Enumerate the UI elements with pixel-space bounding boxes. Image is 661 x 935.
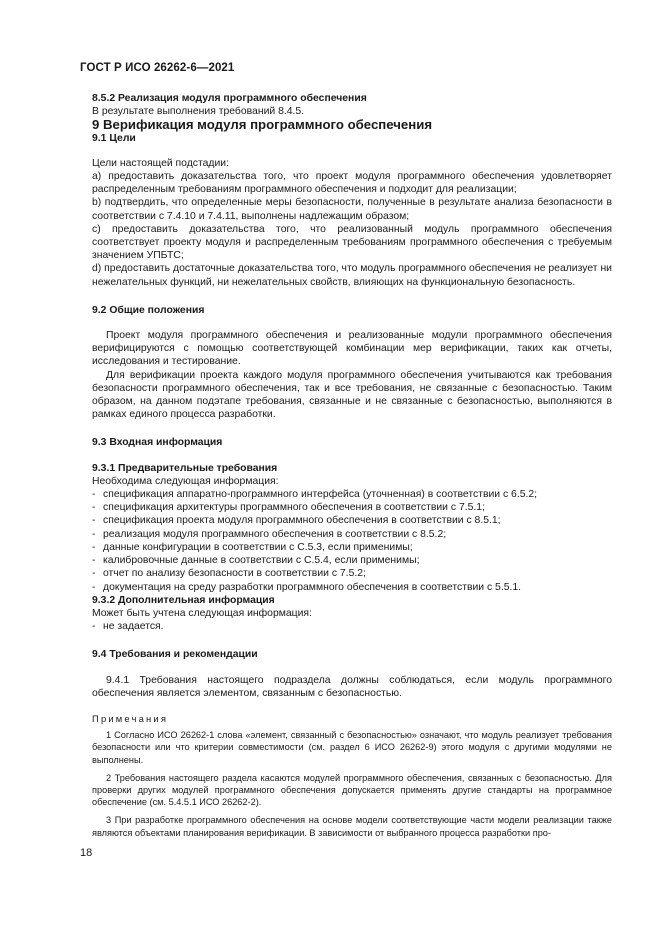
section-9-4-title: 9.4 Требования и рекомендации bbox=[92, 649, 258, 661]
note-2: 2 Требования настоящего раздела касаются модулей программного обеспечения, связанных с безопасностью. Для проверки других модулей программного обеспечения допускается применять другие стандарты на программное обеспечение (см. 5.4.5.1 ИСО 26262-2). bbox=[92, 772, 612, 808]
section-9-2-p2: Для верификации проекта каждого модуля программного обеспечения учитываются как требования безопасности программного обеспечения, так и все требования, не связанные с безопасностью. Таким образом, на данном подэтапе требования, связанные и не связанные с безопасностью, выполняются в рамках единого процесса разработки. bbox=[92, 369, 612, 421]
section-9-3-1-intro: Необходима следующая информация: bbox=[92, 475, 279, 487]
goal-c: c) предоставить доказательства того, что реализованный модуль программного обеспечения соответствует проекту модуля и распределенным требованиям программного обеспечения с требуемым значением УПБТС; bbox=[92, 223, 612, 262]
page-content bbox=[92, 92, 612, 839]
section-9-1-intro: Цели настоящей подстадии: bbox=[92, 157, 229, 169]
section-9-3-2-intro: Может быть учтена следующая информация: bbox=[92, 607, 312, 619]
section-9-2-title: 9.2 Общие положения bbox=[92, 304, 205, 316]
section-8-5-2-text: В результате выполнения требований 8.4.5. bbox=[92, 106, 305, 118]
page-number: 18 bbox=[80, 847, 93, 859]
section-9-1-title: 9.1 Цели bbox=[92, 132, 136, 144]
section-9-2-p1: Проект модуля программного обеспечения и реализованные модули программного обеспечения верифицируются с помощью соответствующей комбинации мер верификации, таких как отчеты, исследования и тестирование. bbox=[92, 330, 612, 368]
list-item: - реализация модуля программного обеспечения в соответствии с 8.5.2; bbox=[92, 528, 447, 540]
goal-d: d) предоставить достаточные доказательства того, что модуль программного обеспечения не реализует ни нежелательных функций, ни нежелательных свойств, влияющих на функциональную безопасность. bbox=[92, 263, 612, 288]
section-9-3-1-title: 9.3.1 Предварительные требования bbox=[92, 462, 278, 474]
list-item: - данные конфигурации в соответствии с С.5.3, если применимы; bbox=[92, 541, 413, 553]
list-item: - спецификация аппаратно-программного интерфейса (уточненная) в соответствии с 6.5.2; bbox=[92, 489, 538, 501]
list-item: - спецификация архитектуры программного обеспечения в соответствии с 7.5.1; bbox=[92, 502, 485, 514]
section-8-5-2-title: 8.5.2 Реализация модуля программного обеспечения bbox=[92, 93, 367, 104]
list-item: - отчет по анализу безопасности в соответствии с 7.5.2; bbox=[92, 568, 366, 580]
section-9-title: 9 Верификация модуля программного обеспечения bbox=[92, 117, 433, 133]
goal-a: a) предоставить доказательства того, что проект модуля программного обеспечения удовлетворяет распределенным требованиям программного обеспечения и подходит для реализации; bbox=[92, 171, 612, 196]
list-item: - спецификация проекта модуля программного обеспечения в соответствии с 8.5.1; bbox=[92, 515, 501, 527]
notes-heading: Примечания bbox=[92, 712, 169, 724]
note-3: 3 При разработке программного обеспечения на основе модели соответствующие части модели реализации также являются объектами планирования верификации. В зависимости от выбранного процесса разработки про- bbox=[92, 815, 612, 838]
section-9-3-title: 9.3 Входная информация bbox=[92, 437, 223, 449]
goal-b: b) подтвердить, что определенные меры безопасности, полученные в результате анализа безопасности в соответствии с 7.4.10 и 7.4.11, выполнены надлежащим образом; bbox=[92, 197, 612, 222]
section-9-3-2-title: 9.3.2 Дополнительная информация bbox=[92, 594, 275, 606]
note-1: 1 Согласно ИСО 26262-1 слова «элемент, связанный с безопасностью» означают, что модуль реализует требования безопасности или что критерии совместимости (см. раздел 6 ИСО 26262-9) этого модуля с другими модулями не выполнены. bbox=[92, 730, 612, 765]
section-9-4-1-text: 9.4.1 Требования настоящего подраздела должны соблюдаться, если модуль программного обеспечения является элементом, связанным с безопасностью. bbox=[92, 674, 612, 699]
list-item: - калибровочные данные в соответствии с С.5.4, если применимы; bbox=[92, 555, 420, 567]
list-item: - документация на среду разработки программного обеспечения в соответствии с 5.5.1. bbox=[92, 581, 522, 593]
list-item: - не задается. bbox=[92, 621, 164, 633]
prerequisites-list bbox=[92, 488, 612, 594]
standard-header: ГОСТ Р ИСО 26262-6—2021 bbox=[80, 62, 235, 74]
